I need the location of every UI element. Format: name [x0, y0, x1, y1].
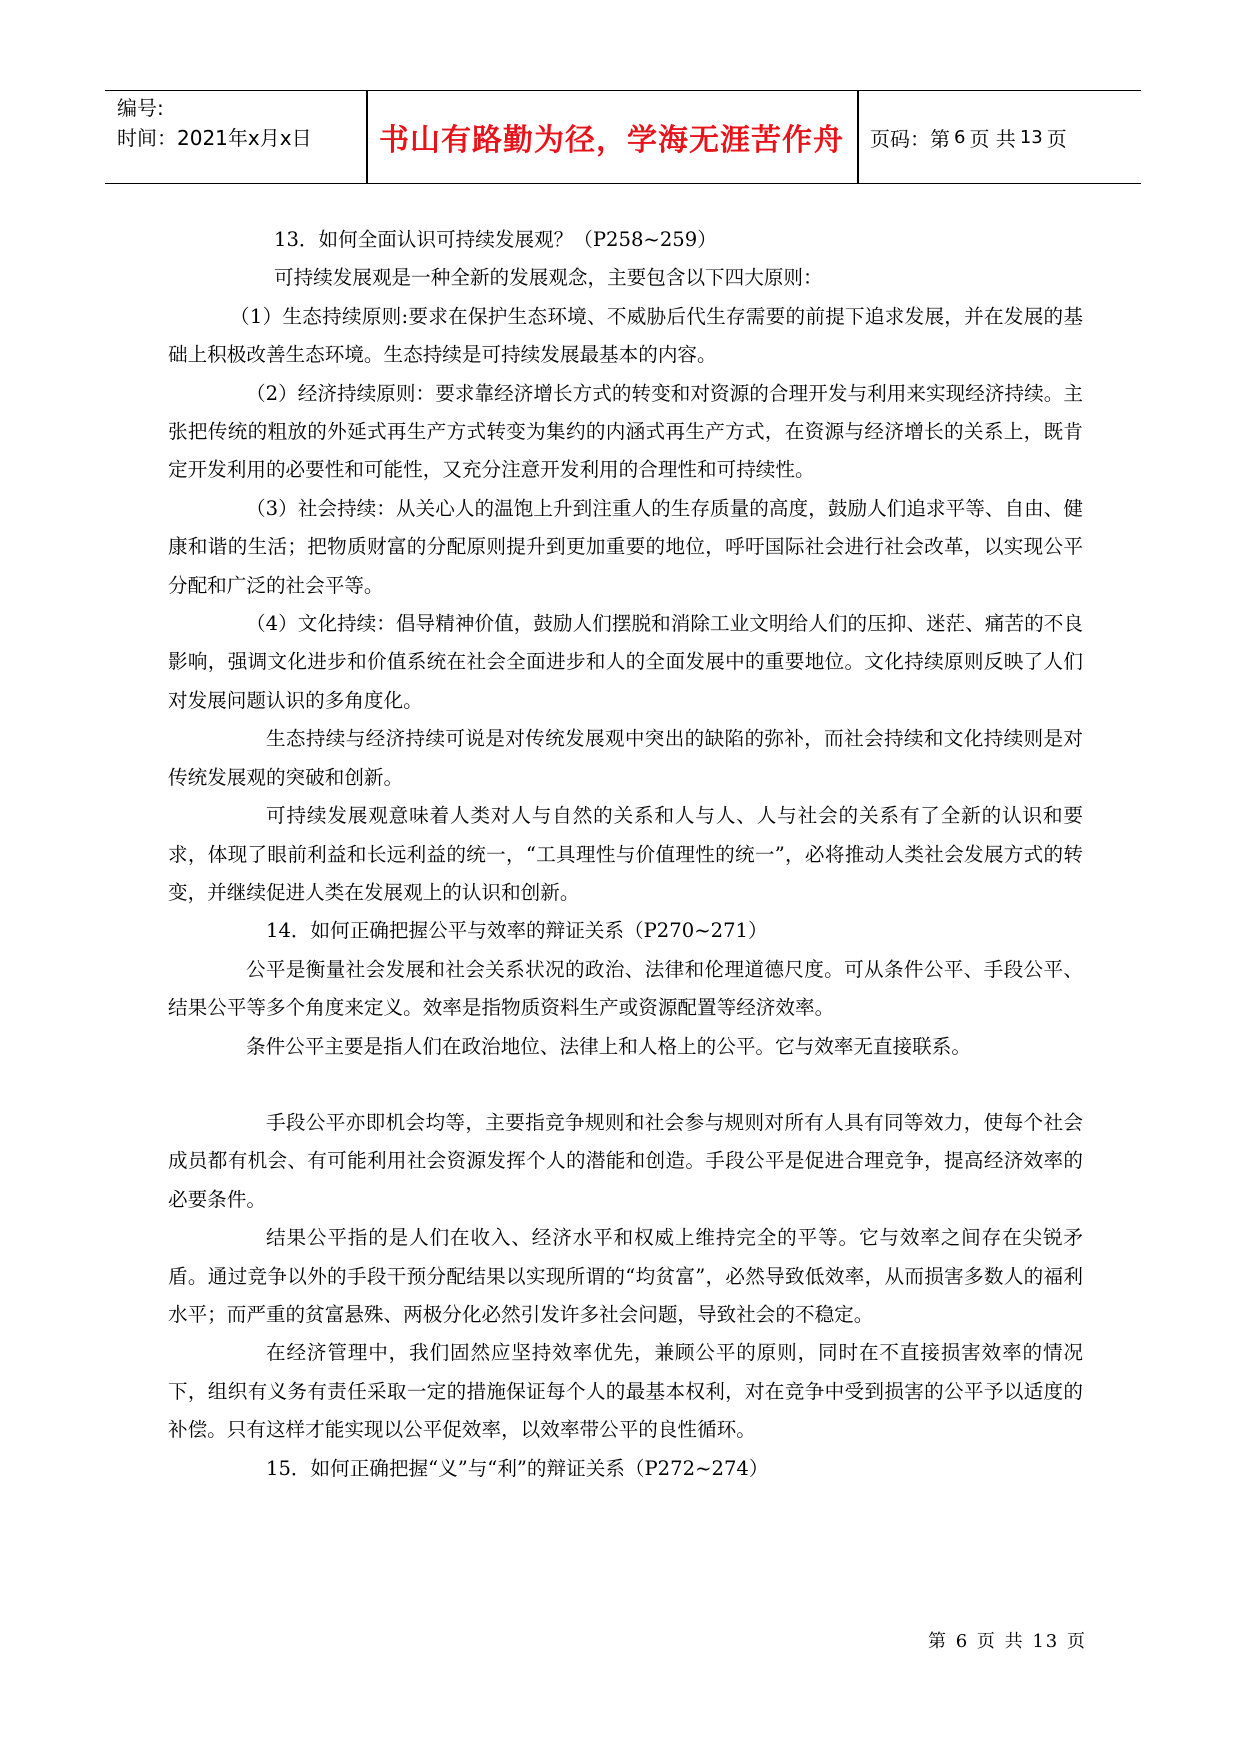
page-footer: 第 6 页 共 13 页: [928, 1631, 1087, 1652]
paragraph: （1）生态持续原则:要求在保护生态环境、不威胁后代生存需要的前提下追求发展，并在发展的基础上积极改善生态环境。生态持续是可持续发展最基本的内容。: [168, 304, 1083, 367]
header-meta: [117, 93, 362, 153]
header-divider: [857, 91, 859, 183]
document-body: [168, 221, 1083, 1488]
header-motto: 书山有路勤为径，学海无涯苦作舟: [379, 123, 844, 158]
paragraph: 可持续发展观是一种全新的发展观念，主要包含以下四大原则：: [274, 266, 823, 290]
paragraph: 公平是衡量社会发展和社会关系状况的政治、法律和伦理道德尺度。可从条件公平、手段公平、结果公平等多个角度来定义。效率是指物质资料生产或资源配置等经济效率。: [168, 957, 1083, 1020]
paragraph: 结果公平指的是人们在收入、经济水平和权威上维持完全的平等。它与效率之间存在尖锐矛盾。通过竞争以外的手段干预分配结果以实现所谓的“均贫富”，必然导致低效率，从而损害多数人的福利水平；而严重的贫富悬殊、两极分化必然引发许多社会问题，导致社会的不稳定。: [168, 1226, 1083, 1326]
question-heading-13: 13．如何全面认识可持续发展观？（P258~259）: [274, 228, 717, 251]
blank-line: [168, 1066, 1083, 1104]
header-page-number: [870, 91, 1067, 183]
page-current: 6: [954, 126, 966, 148]
question-heading-15: 15．如何正确把握“义”与“利”的辩证关系（P272~274）: [266, 1456, 769, 1480]
document-time-label: 时间：2021年x月x日: [117, 126, 312, 150]
paragraph: 生态持续与经济持续可说是对传统发展观中突出的缺陷的弥补，而社会持续和文化持续则是对传统发展观的突破和创新。: [168, 727, 1083, 789]
page-mid: 页 共: [969, 126, 1016, 151]
document-number-label: 编号:: [117, 96, 164, 120]
paragraph: （3）社会持续：从关心人的温饱上升到注重人的生存质量的高度，鼓励人们追求平等、自由、健康和谐的生活；把物质财富的分配原则提升到更加重要的地位，呼吁国际社会进行社会改革，以实现公平分配和广泛的社会平等。: [168, 496, 1083, 597]
paragraph: 条件公平主要是指人们在政治地位、法律上和人格上的公平。它与效率无直接联系。: [246, 1034, 971, 1058]
header-divider: [366, 91, 368, 183]
paragraph: 可持续发展观意味着人类对人与自然的关系和人与人、人与社会的关系有了全新的认识和要求，体现了眼前利益和长远利益的统一，“工具理性与价值理性的统一”，必将推动人类社会发展方式的转变，并继续促进人类在发展观上的认识和创新。: [168, 804, 1083, 904]
page-suffix: 页: [1046, 126, 1067, 151]
page-header: [105, 90, 1141, 184]
paragraph: （2）经济持续原则：要求靠经济增长方式的转变和对资源的合理开发与利用来实现经济持续。主张把传统的粗放的外延式再生产方式转变为集约的内涵式再生产方式，在资源与经济增长的关系上，既肯定开发利用的必要性和可能性，又充分注意开发利用的合理性和可持续性。: [168, 381, 1083, 482]
question-heading-14: 14．如何正确把握公平与效率的辩证关系（P270~271）: [266, 919, 768, 943]
paragraph: （4）文化持续：倡导精神价值，鼓励人们摆脱和消除工业文明给人们的压抑、迷茫、痛苦的不良影响，强调文化进步和价值系统在社会全面进步和人的全面发展中的重要地位。文化持续原则反映了人们对发展问题认识的多角度化。: [168, 612, 1083, 712]
page-prefix: 页码：第: [870, 126, 950, 151]
page-total: 13: [1019, 126, 1043, 148]
paragraph: 手段公平亦即机会均等，主要指竞争规则和社会参与规则对所有人具有同等效力，使每个社会成员都有机会、有可能利用社会资源发挥个人的潜能和创造。手段公平是促进合理竞争，提高经济效率的必要条件。: [168, 1110, 1083, 1211]
paragraph: 在经济管理中，我们固然应坚持效率优先，兼顾公平的原则，同时在不直接损害效率的情况下，组织有义务有责任采取一定的措施保证每个人的最基本权利，对在竞争中受到损害的公平予以适度的补偿。只有这样才能实现以公平促效率，以效率带公平的良性循环。: [168, 1341, 1083, 1442]
